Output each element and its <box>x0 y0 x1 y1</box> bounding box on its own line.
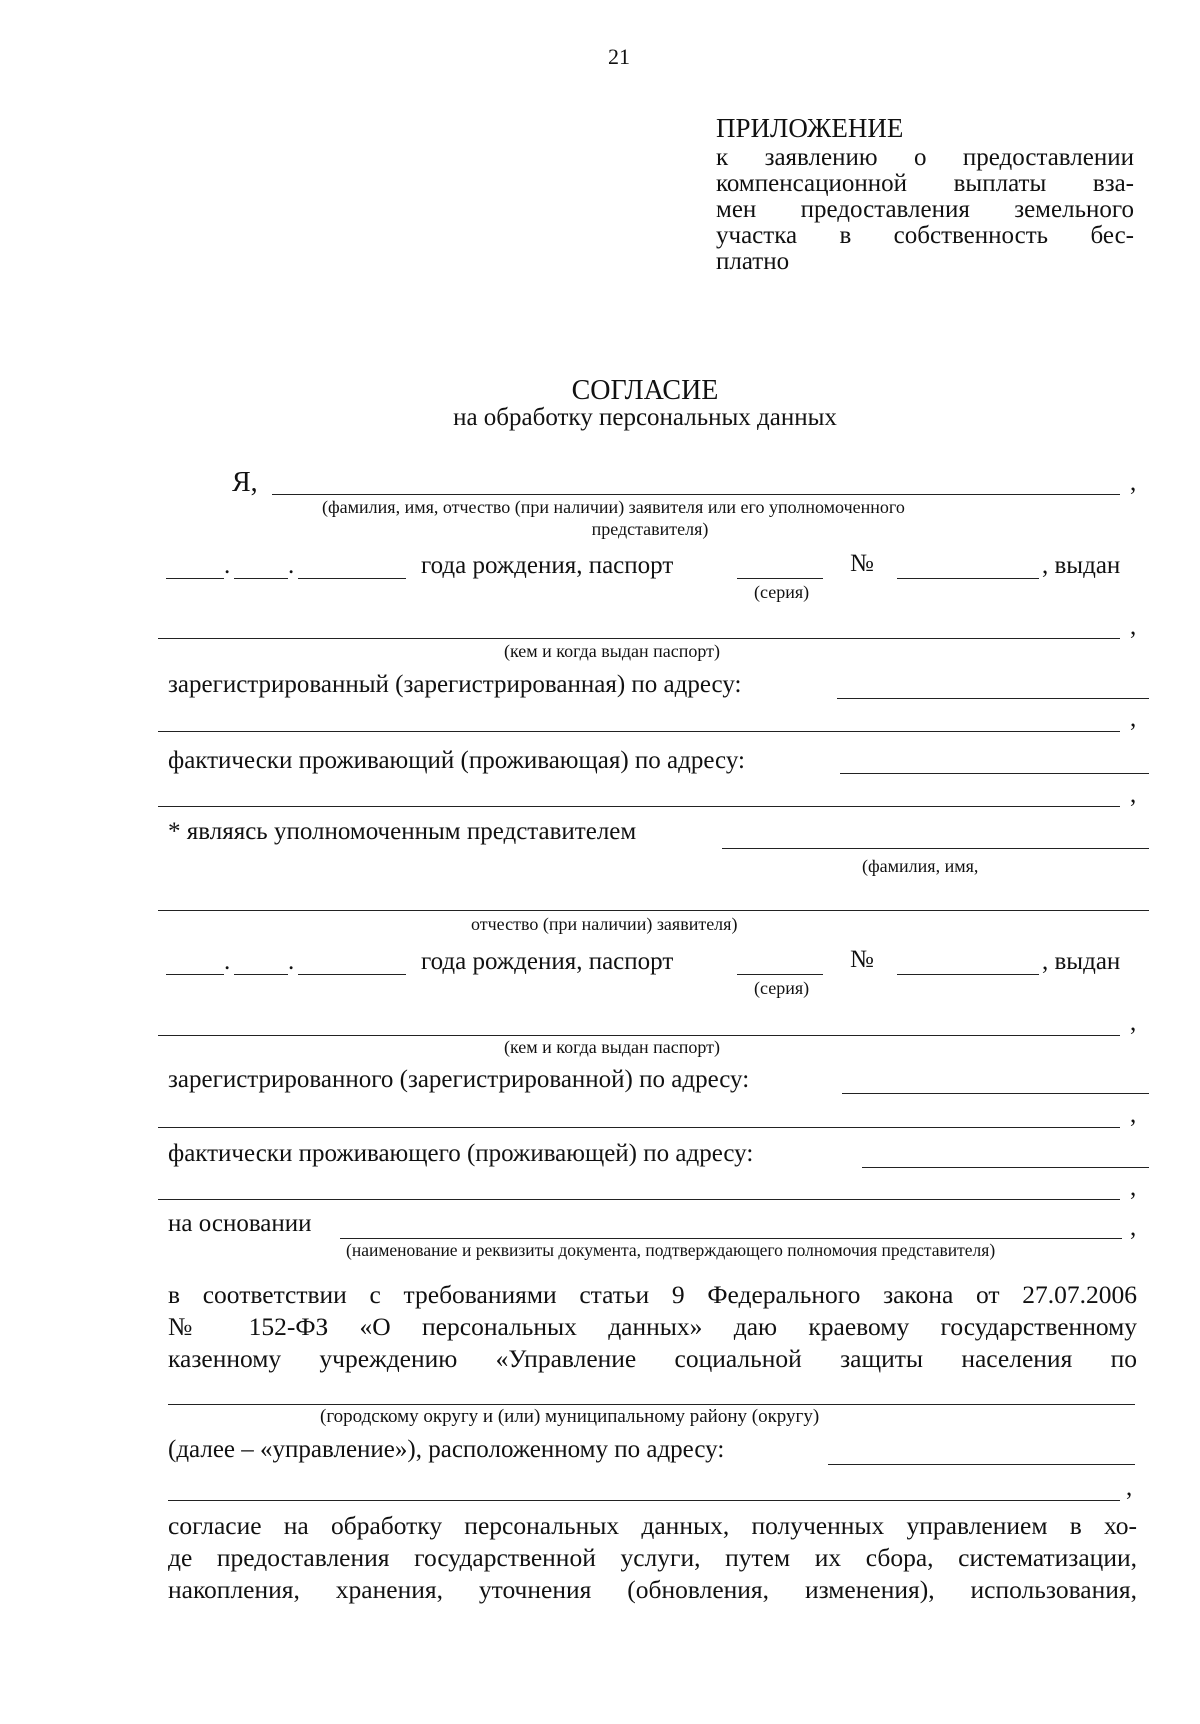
final-paragraph <box>168 1510 1137 1606</box>
comma: , <box>1130 469 1137 496</box>
passport-number-field[interactable] <box>897 578 1039 579</box>
appendix-text <box>716 145 1134 275</box>
representative-name-field[interactable] <box>722 848 1149 849</box>
comma: , <box>1130 781 1137 808</box>
location-address-field-2[interactable] <box>168 1500 1120 1501</box>
series-caption: (серия) <box>754 978 810 998</box>
basis-field[interactable] <box>340 1238 1122 1239</box>
passport-series-field[interactable] <box>737 974 823 975</box>
comma: , <box>1130 1009 1137 1036</box>
page-number: 21 <box>608 44 630 69</box>
district-caption: (городскому округу и (или) муниципальному району (округу) <box>320 1406 820 1427</box>
registered-label: зарегистрированный (зарегистрированная) по адресу: <box>168 671 742 698</box>
appendix-line: к заявлению о предоставлении <box>716 144 1134 171</box>
body-line: де предоставления государственной услуги, путем их сбора, систематизации, <box>168 1543 1137 1572</box>
comma: , <box>1130 1174 1137 1201</box>
document-title: СОГЛАСИЕ <box>571 375 719 406</box>
registered-address-field[interactable] <box>842 1093 1149 1094</box>
appendix-line: платно <box>716 248 790 275</box>
body-line: № 152-ФЗ «О персональных данных» даю краевому государственному <box>168 1312 1137 1341</box>
comma: , <box>1130 613 1137 640</box>
registered-address-field-2[interactable] <box>158 1127 1120 1128</box>
date-dot: . <box>288 948 295 975</box>
registered-label: зарегистрированного (зарегистрированной) по адресу: <box>168 1066 750 1093</box>
comma: , <box>1126 1474 1133 1501</box>
body-paragraph <box>168 1279 1137 1375</box>
actual-address-field[interactable] <box>840 773 1149 774</box>
body-line: согласие на обработку персональных данных, полученных управлением в хо- <box>168 1511 1137 1540</box>
registered-address-field[interactable] <box>837 698 1149 699</box>
representative-label: * являясь уполномоченным представителем <box>168 818 637 845</box>
birth-text: года рождения, паспорт <box>421 552 674 579</box>
registered-address-field-2[interactable] <box>158 731 1120 732</box>
fio-caption: (фамилия, имя, отчество (при наличии) заявителя или его уполномоченного <box>322 497 905 517</box>
birth-year-field[interactable] <box>298 578 406 579</box>
issued-by-field[interactable] <box>158 638 1120 639</box>
basis-caption: (наименование и реквизиты документа, подтверждающего полномочия представителя) <box>346 1240 996 1260</box>
number-sign: № <box>850 946 874 973</box>
series-caption: (серия) <box>754 582 810 602</box>
birth-text: года рождения, паспорт <box>421 948 674 975</box>
birth-year-field[interactable] <box>298 974 406 975</box>
actual-label: фактически проживающего (проживающей) по адресу: <box>168 1140 754 1167</box>
body-line: в соответствии с требованиями статьи 9 Федерального закона от 27.07.2006 <box>168 1280 1137 1309</box>
location-address-field[interactable] <box>828 1464 1135 1465</box>
ya-label: Я, <box>232 467 258 498</box>
comma: , <box>1130 1101 1137 1128</box>
date-dot: . <box>288 552 295 579</box>
date-dot: . <box>224 948 231 975</box>
issued-by-field[interactable] <box>158 1035 1120 1036</box>
date-dot: . <box>224 552 231 579</box>
representative-name-field-2[interactable] <box>158 910 1149 911</box>
number-sign: № <box>850 550 874 577</box>
comma: , <box>1130 705 1137 732</box>
actual-label: фактически проживающий (проживающая) по адресу: <box>168 747 745 774</box>
fio-field[interactable] <box>272 494 1120 495</box>
basis-label: на основании <box>168 1210 312 1237</box>
location-label: (далее – «управление»), расположенному по адресу: <box>168 1436 725 1463</box>
issued-by-caption: (кем и когда выдан паспорт) <box>504 641 721 661</box>
comma: , <box>1130 1214 1137 1241</box>
name-caption: (фамилия, имя, <box>862 856 979 876</box>
body-line: казенному учреждению «Управление социальной защиты населения по <box>168 1344 1137 1373</box>
birth-day-field[interactable] <box>166 578 224 579</box>
appendix-line: участка в собственность бес- <box>716 222 1134 249</box>
appendix-line: компенсационной выплаты вза- <box>716 170 1134 197</box>
issued-by-caption: (кем и когда выдан паспорт) <box>504 1037 721 1057</box>
birth-day-field[interactable] <box>166 974 224 975</box>
district-field[interactable] <box>168 1404 1135 1405</box>
actual-address-field-2[interactable] <box>158 806 1120 807</box>
appendix-line: мен предоставления земельного <box>716 196 1134 223</box>
name-caption: отчество (при наличии) заявителя) <box>471 914 738 934</box>
issued-label: , выдан <box>1042 552 1121 579</box>
issued-label: , выдан <box>1042 948 1121 975</box>
document-subtitle: на обработку персональных данных <box>453 404 837 431</box>
passport-series-field[interactable] <box>737 578 823 579</box>
birth-month-field[interactable] <box>234 578 288 579</box>
actual-address-field-2[interactable] <box>158 1199 1120 1200</box>
body-line: накопления, хранения, уточнения (обновления, изменения), использования, <box>168 1575 1137 1604</box>
birth-month-field[interactable] <box>234 974 288 975</box>
appendix-title: ПРИЛОЖЕНИЕ <box>716 113 904 143</box>
passport-number-field[interactable] <box>897 974 1039 975</box>
fio-caption: представителя) <box>591 519 709 539</box>
actual-address-field[interactable] <box>862 1167 1149 1168</box>
